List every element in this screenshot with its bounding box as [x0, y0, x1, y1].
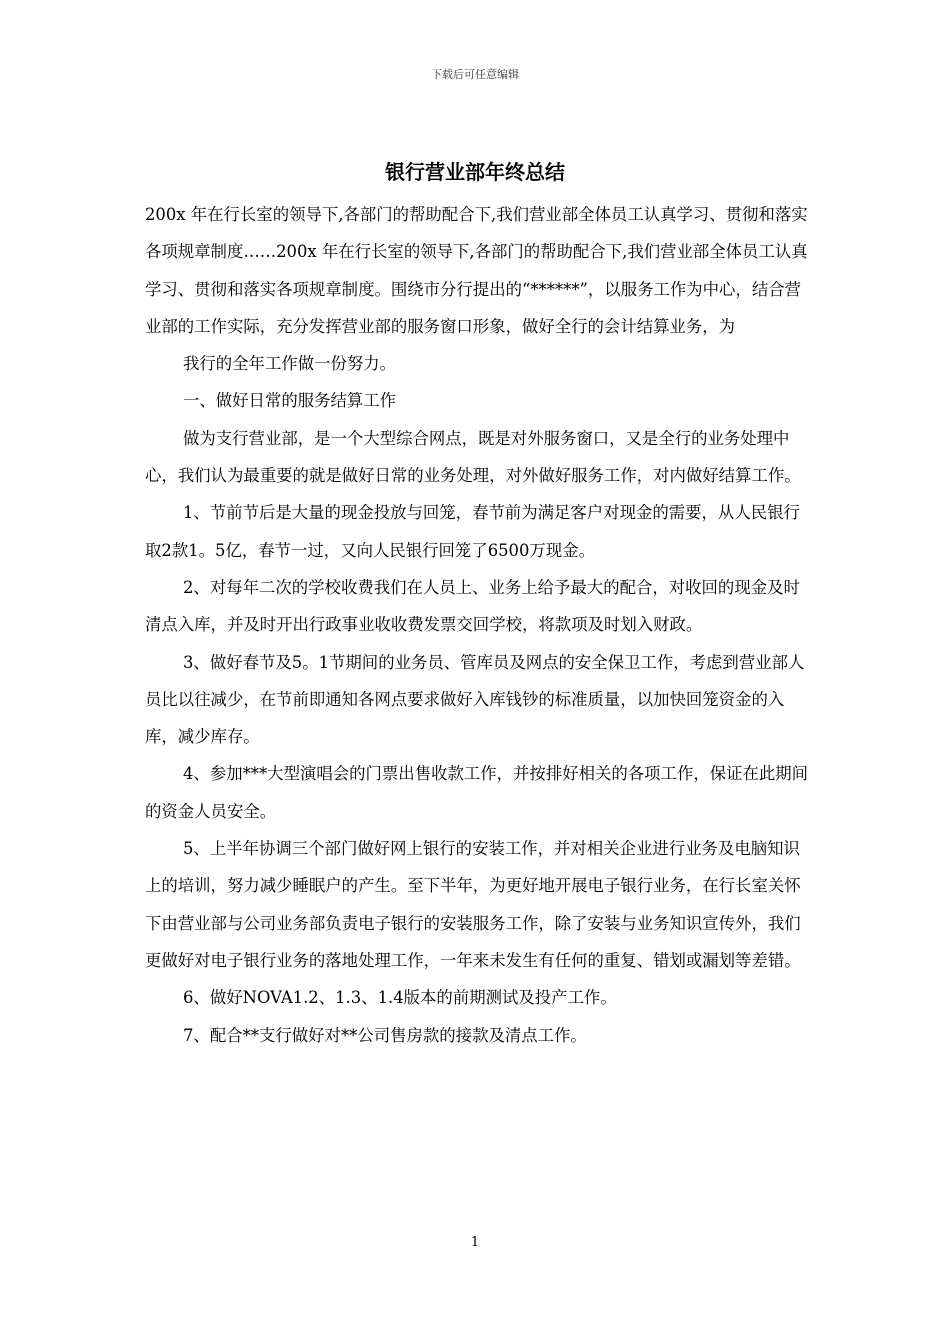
paragraph-intro: 200x 年在行长室的领导下,各部门的帮助配合下,我们营业部全体员工认真学习、贯彻和落实各项规章制度……200x 年在行长室的领导下,各部门的帮助配合下,我们营业部全体员工认真学习、贯彻和落实各项规章制度。围绕市分行提出的“******”，以服务工作为中心，结合营业部的工作实际，充分发挥营业部的服务窗口形象，做好全行的会计结算业务，为 — [145, 205, 808, 336]
list-item-7: 7、配合**支行做好对**公司售房款的接款及清点工作。 — [183, 1025, 587, 1045]
document-title: 银行营业部年终总结 — [385, 160, 565, 184]
list-item-3: 3、做好春节及5。1节期间的业务员、管库员及网点的安全保卫工作，考虑到营业部人员比以往减少，在节前即通知各网点要求做好入库钱钞的标准质量，以加快回笼资金的入库，减少库存。 — [145, 652, 805, 747]
list-item-6: 6、做好NOVA1.2、1.3、1.4版本的前期测试及投产工作。 — [183, 988, 617, 1008]
section-heading: 一、做好日常的服务结算工作 — [183, 391, 397, 411]
document-body — [145, 196, 813, 1054]
list-item-2: 2、对每年二次的学校收费我们在人员上、业务上给予最大的配合，对收回的现金及时清点入库，并及时开出行政事业收收费发票交回学校，将款项及时划入财政。 — [145, 577, 800, 635]
paragraph: 做为支行营业部，是一个大型综合网点，既是对外服务窗口，又是全行的业务处理中心，我们认为最重要的就是做好日常的业务处理，对外做好服务工作，对内做好结算工作。 — [145, 428, 801, 486]
paragraph-intro-continued: 我行的全年工作做一份努力。 — [183, 354, 397, 374]
header-note: 下载后可任意编辑 — [431, 68, 519, 81]
page-number: 1 — [470, 1235, 480, 1250]
list-item-1: 1、节前节后是大量的现金投放与回笼，春节前为满足客户对现金的需要，从人民银行取2款1。5亿，春节一过，又向人民银行回笼了6500万现金。 — [145, 503, 800, 560]
list-item-4: 4、参加***大型演唱会的门票出售收款工作，并按排好相关的各项工作，保证在此期间的资金人员安全。 — [145, 764, 809, 821]
list-item-5: 5、上半年协调三个部门做好网上银行的安装工作，并对相关企业进行业务及电脑知识上的培训，努力减少睡眠户的产生。至下半年，为更好地开展电子银行业务，在行长室关怀下由营业部与公司业务部负责电子银行的安装服务工作，除了安装与业务知识宣传外，我们更做好对电子银行业务的落地处理工作，一年来未发生有任何的重复、错划或漏划等差错。 — [145, 839, 801, 970]
